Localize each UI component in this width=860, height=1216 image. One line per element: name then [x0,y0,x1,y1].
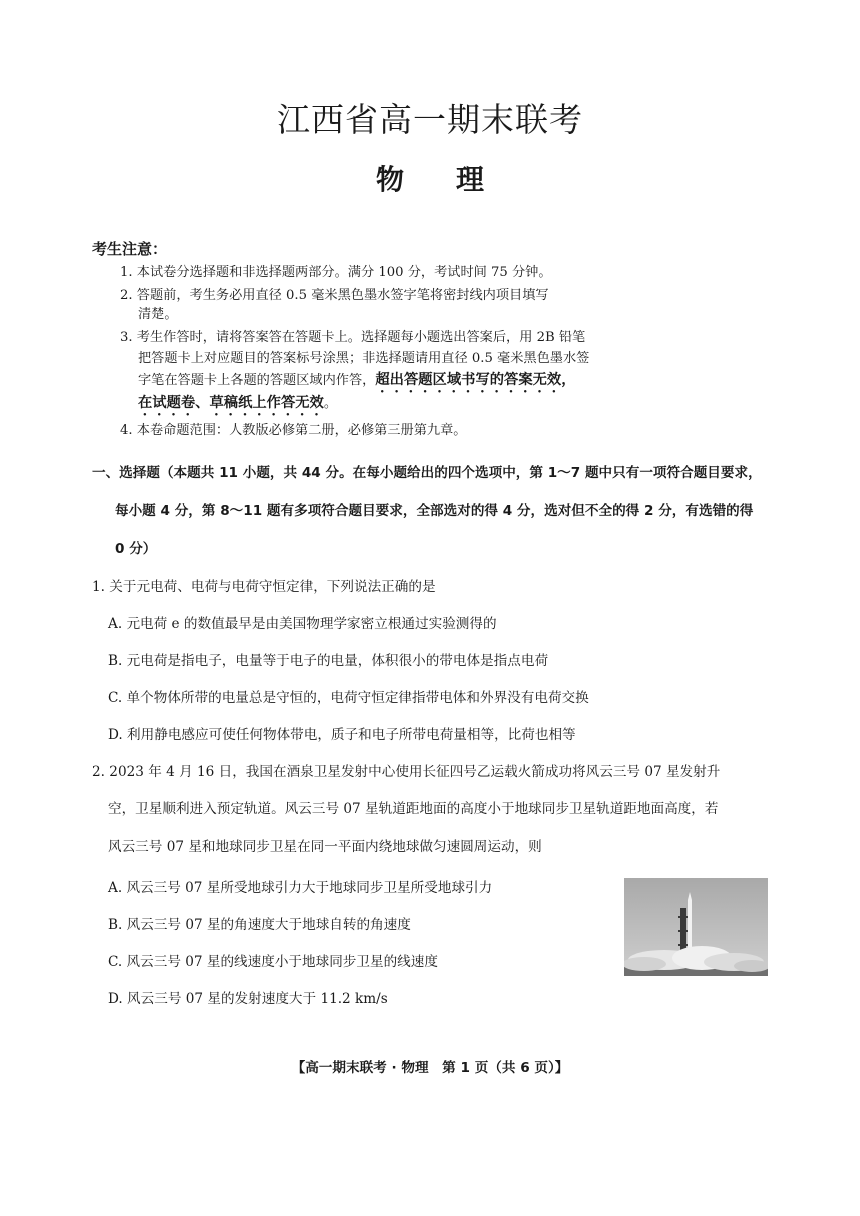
subject-char-1: 物 [375,163,404,196]
notice-item-2-line-1: 2. 答题前，考生务必用直径 0.5 毫米黑色墨水签字笔将密封线内项目填写 [120,288,549,303]
notice-item-3-line-4 [138,393,337,419]
question-2-option-d: D. 风云三号 07 星的发射速度大于 11.2 km/s [108,991,388,1007]
notice-item-3-line-1: 3. 考生作答时，请将答案答在答题卡上。选择题每小题选出答案后，用 2B 铅笔 [120,330,586,345]
question-2-stem-line-3: 风云三号 07 星和地球同步卫星在同一平面内绕地球做匀速圆周运动，则 [108,839,542,855]
question-2-option-c: C. 风云三号 07 星的线速度小于地球同步卫星的线速度 [108,954,438,970]
page-footer: 【高一期末联考 · 物理 第 1 页（共 6 页）】 [291,1060,569,1076]
notice-item-3-end: 。 [323,396,338,411]
question-2-stem-line-2: 空，卫星顺利进入预定轨道。风云三号 07 星轨道距地面的高度小于地球同步卫星轨道距地面高度，若 [108,801,719,817]
rocket-launch-photo [624,878,768,976]
notice-item-4: 4. 本卷命题范围：人教版必修第二册，必修第三册第九章。 [120,423,467,438]
notice-item-3-emphasis-2: 在试题卷、草稿纸上作答无效 [138,395,324,411]
subject-title [0,160,860,200]
notice-item-3-line-2: 把答题卡上对应题目的答案标号涂黑；非选择题请用直径 0.5 毫米黑色墨水签 [138,351,590,366]
notice-item-3-plain: 字笔在答题卡上各题的答题区域内作答， [138,373,376,388]
section-heading-line-1: 一、选择题（本题共 11 小题，共 44 分。在每小题给出的四个选项中，第 1～7 题中只有一项符合题目要求， [92,465,762,481]
question-1-option-a: A. 元电荷 e 的数值最早是由美国物理学家密立根通过实验测得的 [108,616,497,632]
question-2-option-a: A. 风云三号 07 星所受地球引力大于地球同步卫星所受地球引力 [108,880,493,896]
question-1-option-c: C. 单个物体所带的电量总是守恒的，电荷守恒定律指带电体和外界没有电荷交换 [108,690,589,706]
question-1-option-b: B. 元电荷是指电子，电量等于电子的电量，体积很小的带电体是指点电荷 [108,653,549,669]
question-2-option-b: B. 风云三号 07 星的角速度大于地球自转的角速度 [108,917,411,933]
question-1-stem: 1. 关于元电荷、电荷与电荷守恒定律，下列说法正确的是 [92,579,436,595]
notice-heading: 考生注意： [92,240,168,258]
exam-title: 江西省高一期末联考 [277,100,583,139]
subject-char-2: 理 [456,163,485,196]
notice-item-3-emphasis: 超出答题区域书写的答案无效， [375,372,576,388]
notice-item-2-line-2: 清楚。 [138,307,178,322]
notice-item-1: 1. 本试卷分选择题和非选择题两部分。满分 100 分，考试时间 75 分钟。 [120,265,552,280]
question-2-stem-line-1: 2. 2023 年 4 月 16 日，我国在酒泉卫星发射中心使用长征四号乙运载火箭成功将风云三号 07 星发射升 [92,764,721,780]
section-heading-line-3: 0 分） [115,541,157,557]
question-1-option-d: D. 利用静电感应可使任何物体带电，质子和电子所带电荷量相等，比荷也相等 [108,727,576,743]
section-heading-line-2: 每小题 4 分，第 8～11 题有多项符合题目要求，全部选对的得 4 分，选对但不全的得 2 分，有选错的得 [115,503,754,519]
